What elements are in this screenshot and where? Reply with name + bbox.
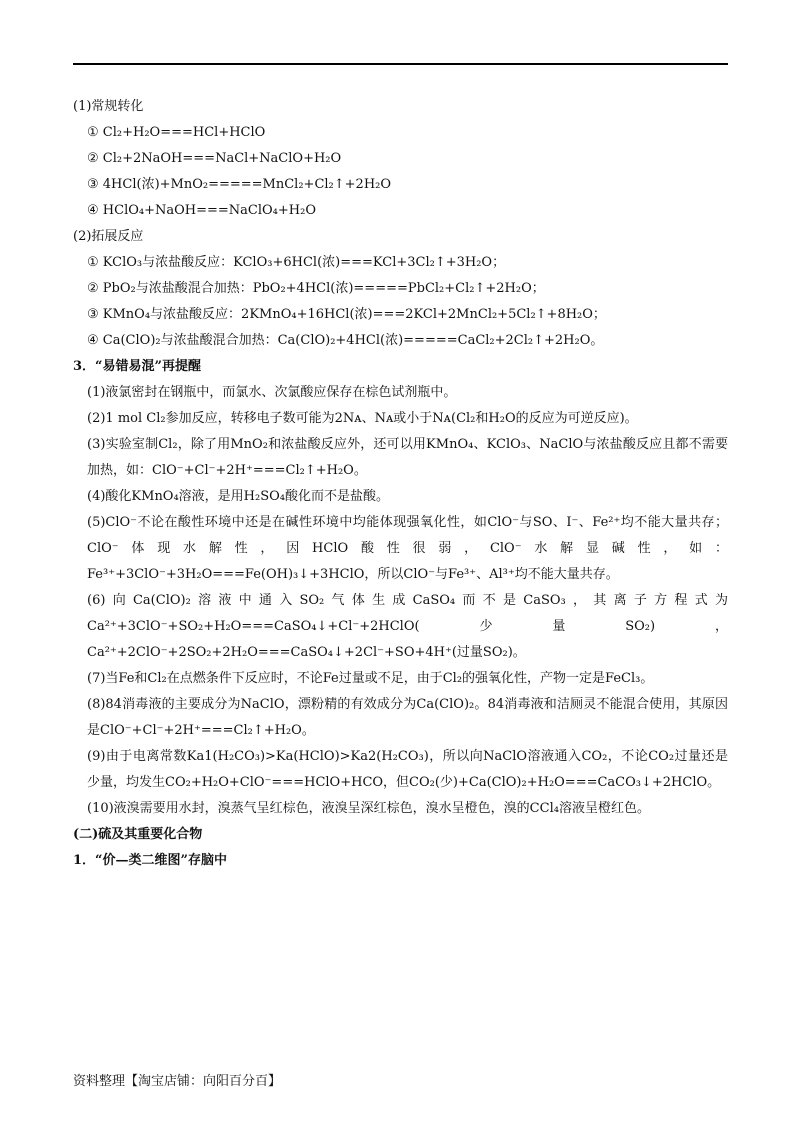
reminder-item: (2)1 mol Cl₂参加反应，转移电子数可能为2Nᴀ、Nᴀ或小于Nᴀ(Cl₂和H₂O的反应为可逆反应)。	[87, 411, 638, 426]
reminder-item: (8)84消毒液的主要成分为NaClO，漂粉精的有效成分为Ca(ClO)₂。84消毒液和洁厕灵不能混合使用，其原因是ClO⁻+Cl⁻+2H⁺===Cl₂↑+H₂O。	[87, 697, 728, 738]
reminder-item: (6)向Ca(ClO)₂溶液中通入SO₂气体生成CaSO₄而不是CaSO₃，其离子方程式为Ca²⁺+3ClO⁻+SO₂+H₂O===CaSO₄↓+Cl⁻+2HClO(少量SO₂)，Ca²⁺+2ClO⁻+2SO₂+2H₂O===CaSO₄↓+2Cl⁻+SO+4H⁺(过量SO₂)。	[87, 593, 728, 660]
footer-text: 资料整理【淘宝店铺：向阳百分百】	[73, 1074, 282, 1089]
equation-line: ② PbO₂与浓盐酸混合加热：PbO₂+4HCl(浓)=====PbCl₂+Cl₂↑+2H₂O；	[87, 281, 545, 296]
reminder-item: (10)液溴需要用水封，溴蒸气呈红棕色，液溴呈深红棕色，溴水呈橙色，溴的CCl₄溶液呈橙红色。	[87, 801, 650, 816]
reminder-item: (7)当Fe和Cl₂在点燃条件下反应时，不论Fe过量或不足，由于Cl₂的强氧化性，产物一定是FeCl₃。	[87, 671, 654, 686]
equation-line: ④ Ca(ClO)₂与浓盐酸混合加热：Ca(ClO)₂+4HCl(浓)=====CaCl₂+2Cl₂↑+2H₂O。	[87, 333, 604, 348]
equation-line: ① KClO₃与浓盐酸反应：KClO₃+6HCl(浓)===KCl+3Cl₂↑+3H₂O；	[87, 255, 506, 270]
reminder-item: (1)液氯密封在钢瓶中，而氯水、次氯酸应保存在棕色试剂瓶中。	[87, 385, 457, 400]
subheading-valence-diagram: 1．“价—类二维图”存脑中	[73, 853, 228, 868]
section-heading-reminders: 3．“易错易混”再提醒	[73, 359, 202, 374]
reminder-item: (4)酸化KMnO₄溶液，是用H₂SO₄酸化而不是盐酸。	[87, 489, 390, 504]
equation-line: ④ HClO₄+NaOH===NaClO₄+H₂O	[87, 203, 316, 218]
equation-line: ② Cl₂+2NaOH===NaCl+NaClO+H₂O	[87, 151, 342, 166]
equation-line: ③ 4HCl(浓)+MnO₂=====MnCl₂+Cl₂↑+2H₂O	[87, 177, 392, 192]
reminder-item: (5)ClO⁻不论在酸性环境中还是在碱性环境中均能体现强氧化性，如ClO⁻与SO、I⁻、Fe²⁺均不能大量共存；ClO⁻体现水解性，因HClO酸性很弱，ClO⁻水解显碱性，如：Fe³⁺+3ClO⁻+3H₂O===Fe(OH)₃↓+3HClO，所以ClO⁻与Fe³⁺、Al³⁺均不能大量共存。	[87, 515, 728, 582]
reminder-item: (9)由于电离常数Ka1(H₂CO₃)>Ka(HClO)>Ka2(H₂CO₃)，所以向NaClO溶液通入CO₂，不论CO₂过量还是少量，均发生CO₂+H₂O+ClO⁻===HClO+HCO，但CO₂(少)+Ca(ClO)₂+H₂O===CaCO₃↓+2HClO。	[87, 749, 728, 790]
equation-line: ① Cl₂+H₂O===HCl+HClO	[87, 125, 266, 140]
section-heading-conventional: (1)常规转化	[73, 99, 144, 114]
document-body	[73, 94, 728, 874]
section-heading-sulfur: (二)硫及其重要化合物	[73, 827, 203, 842]
section-heading-extended: (2)拓展反应	[73, 229, 144, 244]
equation-line: ③ KMnO₄与浓盐酸反应：2KMnO₄+16HCl(浓)===2KCl+2MnCl₂+5Cl₂↑+8H₂O；	[87, 307, 606, 322]
header-rule	[73, 63, 728, 65]
reminder-item: (3)实验室制Cl₂，除了用MnO₂和浓盐酸反应外，还可以用KMnO₄、KClO₃、NaClO与浓盐酸反应且都不需要加热，如：ClO⁻+Cl⁻+2H⁺===Cl₂↑+H₂O。	[87, 437, 728, 478]
